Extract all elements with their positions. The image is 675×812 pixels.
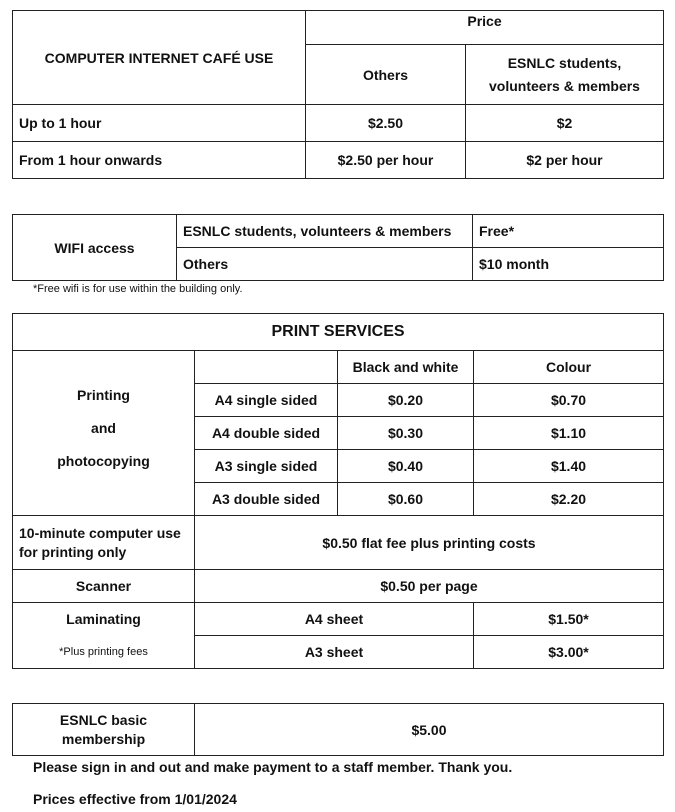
scanner-price: $0.50 per page [195, 570, 664, 603]
print-row-colour: $1.10 [474, 417, 664, 450]
computer-print-label: 10-minute computer use for printing only [13, 516, 195, 570]
col-bw-header: Black and white [338, 351, 474, 384]
internet-cafe-table [12, 10, 664, 179]
laminating-row-price: $1.50* [474, 603, 664, 636]
print-services-table [12, 313, 664, 669]
col-others-header: Others [306, 45, 466, 105]
scanner-label: Scanner [13, 570, 195, 603]
print-row-colour: $0.70 [474, 384, 664, 417]
laminating-row-label: A4 sheet [195, 603, 474, 636]
wifi-row-price: $10 month [473, 248, 664, 281]
laminating-note: *Plus printing fees [13, 636, 195, 669]
row-price-members: $2 [466, 105, 664, 142]
print-services-title: PRINT SERVICES [13, 314, 664, 351]
print-row-label: A3 double sided [195, 483, 338, 516]
printing-label-line: photocopying [57, 453, 150, 469]
computer-print-price: $0.50 flat fee plus printing costs [195, 516, 664, 570]
col-members-header: ESNLC students, volunteers & members [466, 45, 664, 105]
internet-cafe-title: COMPUTER INTERNET CAFÉ USE [13, 11, 306, 105]
print-row-label: A4 double sided [195, 417, 338, 450]
laminating-label: Laminating [13, 603, 195, 636]
wifi-row-price: Free* [473, 215, 664, 248]
wifi-row-label: ESNLC students, volunteers & members [177, 215, 473, 248]
row-price-members: $2 per hour [466, 142, 664, 179]
print-row-bw: $0.20 [338, 384, 474, 417]
print-row-bw: $0.60 [338, 483, 474, 516]
membership-label: ESNLC basic membership [13, 704, 195, 756]
print-row-colour: $1.40 [474, 450, 664, 483]
printing-label [13, 351, 195, 516]
col-colour-header: Colour [474, 351, 664, 384]
price-header: Price [306, 11, 664, 45]
empty-header-cell [195, 351, 338, 384]
print-row-bw: $0.40 [338, 450, 474, 483]
row-label: From 1 hour onwards [13, 142, 306, 179]
wifi-row-label: Others [177, 248, 473, 281]
row-price-others: $2.50 per hour [306, 142, 466, 179]
wifi-table [12, 214, 664, 281]
membership-price: $5.00 [195, 704, 664, 756]
footer-instructions: Please sign in and out and make payment to a staff member. Thank you. [33, 759, 513, 775]
membership-table [12, 703, 664, 756]
wifi-title: WIFI access [13, 215, 177, 281]
row-price-others: $2.50 [306, 105, 466, 142]
printing-label-line: and [91, 420, 116, 436]
print-row-label: A4 single sided [195, 384, 338, 417]
wifi-note: *Free wifi is for use within the building only. [33, 283, 243, 295]
print-row-colour: $2.20 [474, 483, 664, 516]
footer-effective-date: Prices effective from 1/01/2024 [33, 791, 237, 807]
print-row-label: A3 single sided [195, 450, 338, 483]
laminating-row-label: A3 sheet [195, 636, 474, 669]
row-label: Up to 1 hour [13, 105, 306, 142]
print-row-bw: $0.30 [338, 417, 474, 450]
printing-label-line: Printing [77, 387, 130, 403]
laminating-row-price: $3.00* [474, 636, 664, 669]
